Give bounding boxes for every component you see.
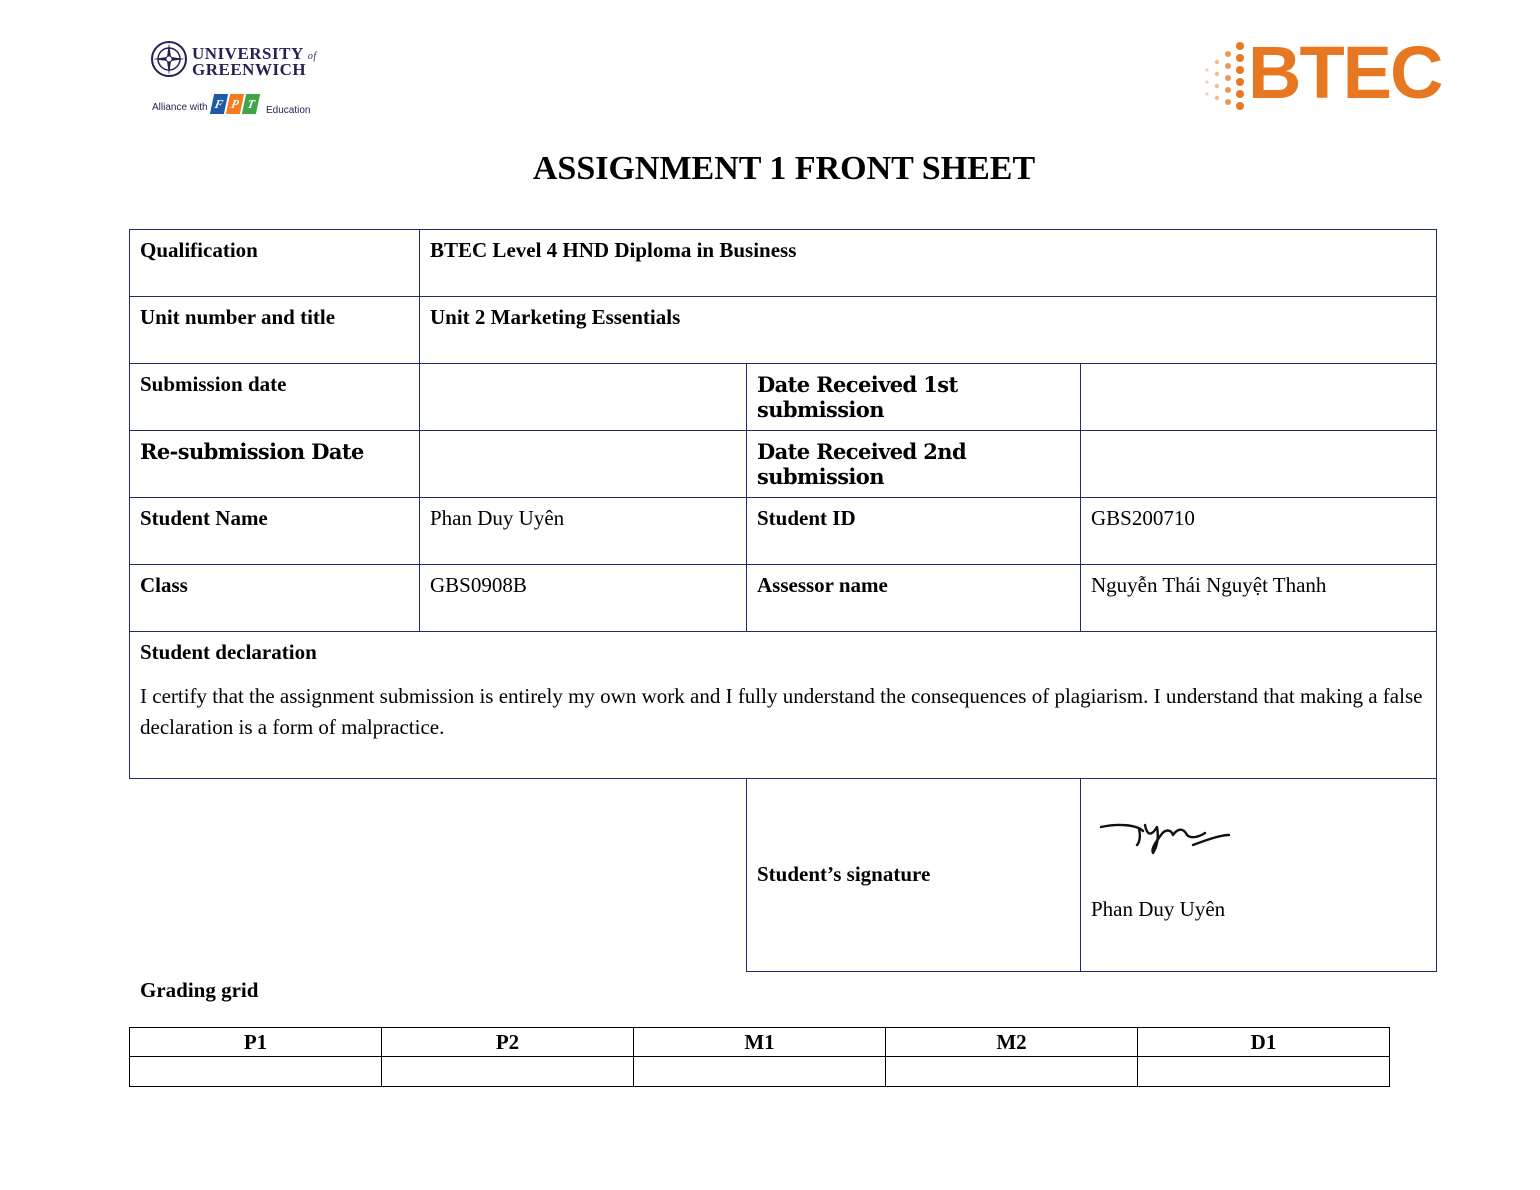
grade-p1-header: P1 [130,1028,382,1057]
grading-header-row [130,1028,1390,1057]
handwritten-signature-icon [1099,809,1239,859]
uog-line2: GREENWICH [192,60,307,79]
student-id-value[interactable]: GBS200710 [1081,498,1437,565]
grade-p2-header: P2 [382,1028,634,1057]
student-id-label: Student ID [747,498,1081,565]
unit-value[interactable]: Unit 2 Marketing Essentials [420,297,1437,364]
grade-d1-header: D1 [1138,1028,1390,1057]
assessor-value[interactable]: Nguyễn Thái Nguyệt Thanh [1081,565,1437,632]
declaration-text: I certify that the assignment submission is entirely my own work and I fully understand the consequences of plagiarism. I understand that making a false declaration is a form of malpractice. [140,684,1423,739]
student-name-value[interactable]: Phan Duy Uyên [420,498,747,565]
grade-m1-cell[interactable] [634,1057,886,1087]
declaration-heading: Student declaration [140,640,317,664]
fpt-letter-t: T [242,94,260,114]
grading-grid-table [129,1027,1390,1087]
signature-spacer [130,779,747,972]
signature-name: Phan Duy Uyên [1091,897,1226,921]
class-value[interactable]: GBS0908B [420,565,747,632]
resubmission-date-value[interactable] [420,431,747,498]
submission-date-value[interactable] [420,364,747,431]
unit-row [130,297,1437,364]
grade-m2-header: M2 [886,1028,1138,1057]
qualification-row [130,230,1437,297]
signature-row [130,779,1437,972]
compass-emblem-icon [150,40,188,78]
btec-dots-icon [1200,38,1250,118]
grading-grid-label: Grading grid [140,978,259,1002]
qualification-label: Qualification [130,230,420,297]
front-sheet-table [129,229,1437,972]
grade-p1-cell[interactable] [130,1057,382,1087]
btec-wordmark: BTEC [1248,31,1442,114]
fpt-logo [212,94,260,114]
declaration-cell [130,632,1437,779]
student-row [130,498,1437,565]
uog-line1: UNIVERSITY [192,44,304,63]
uog-alliance: Alliance with [152,102,208,113]
qualification-value[interactable]: BTEC Level 4 HND Diploma in Business [420,230,1437,297]
class-row [130,565,1437,632]
class-label: Class [130,565,420,632]
btec-logo [1200,31,1442,118]
assessor-label: Assessor name [747,565,1081,632]
university-of-greenwich-logo [150,40,320,130]
signature-label: Student’s signature [747,779,1081,972]
date-received-1-label: Date Received 1st submission [747,364,1081,431]
submission-row [130,364,1437,431]
student-name-label: Student Name [130,498,420,565]
uog-of: of [307,51,317,62]
grade-m2-cell[interactable] [886,1057,1138,1087]
fpt-letter-p: P [226,94,244,114]
grading-value-row [130,1057,1390,1087]
grade-d1-cell[interactable] [1138,1057,1390,1087]
unit-label: Unit number and title [130,297,420,364]
page-title: ASSIGNMENT 1 FRONT SHEET [532,150,1036,187]
grade-m1-header: M1 [634,1028,886,1057]
date-received-1-value[interactable] [1081,364,1437,431]
date-received-2-label: Date Received 2nd submission [747,431,1081,498]
resubmission-date-label: Re-submission Date [130,431,420,498]
fpt-letter-f: F [210,94,228,114]
submission-date-label: Submission date [130,364,420,431]
signature-cell[interactable] [1081,779,1437,972]
date-received-2-value[interactable] [1081,431,1437,498]
uog-education: Education [266,105,311,116]
declaration-row [130,632,1437,779]
resubmission-row [130,431,1437,498]
grade-p2-cell[interactable] [382,1057,634,1087]
